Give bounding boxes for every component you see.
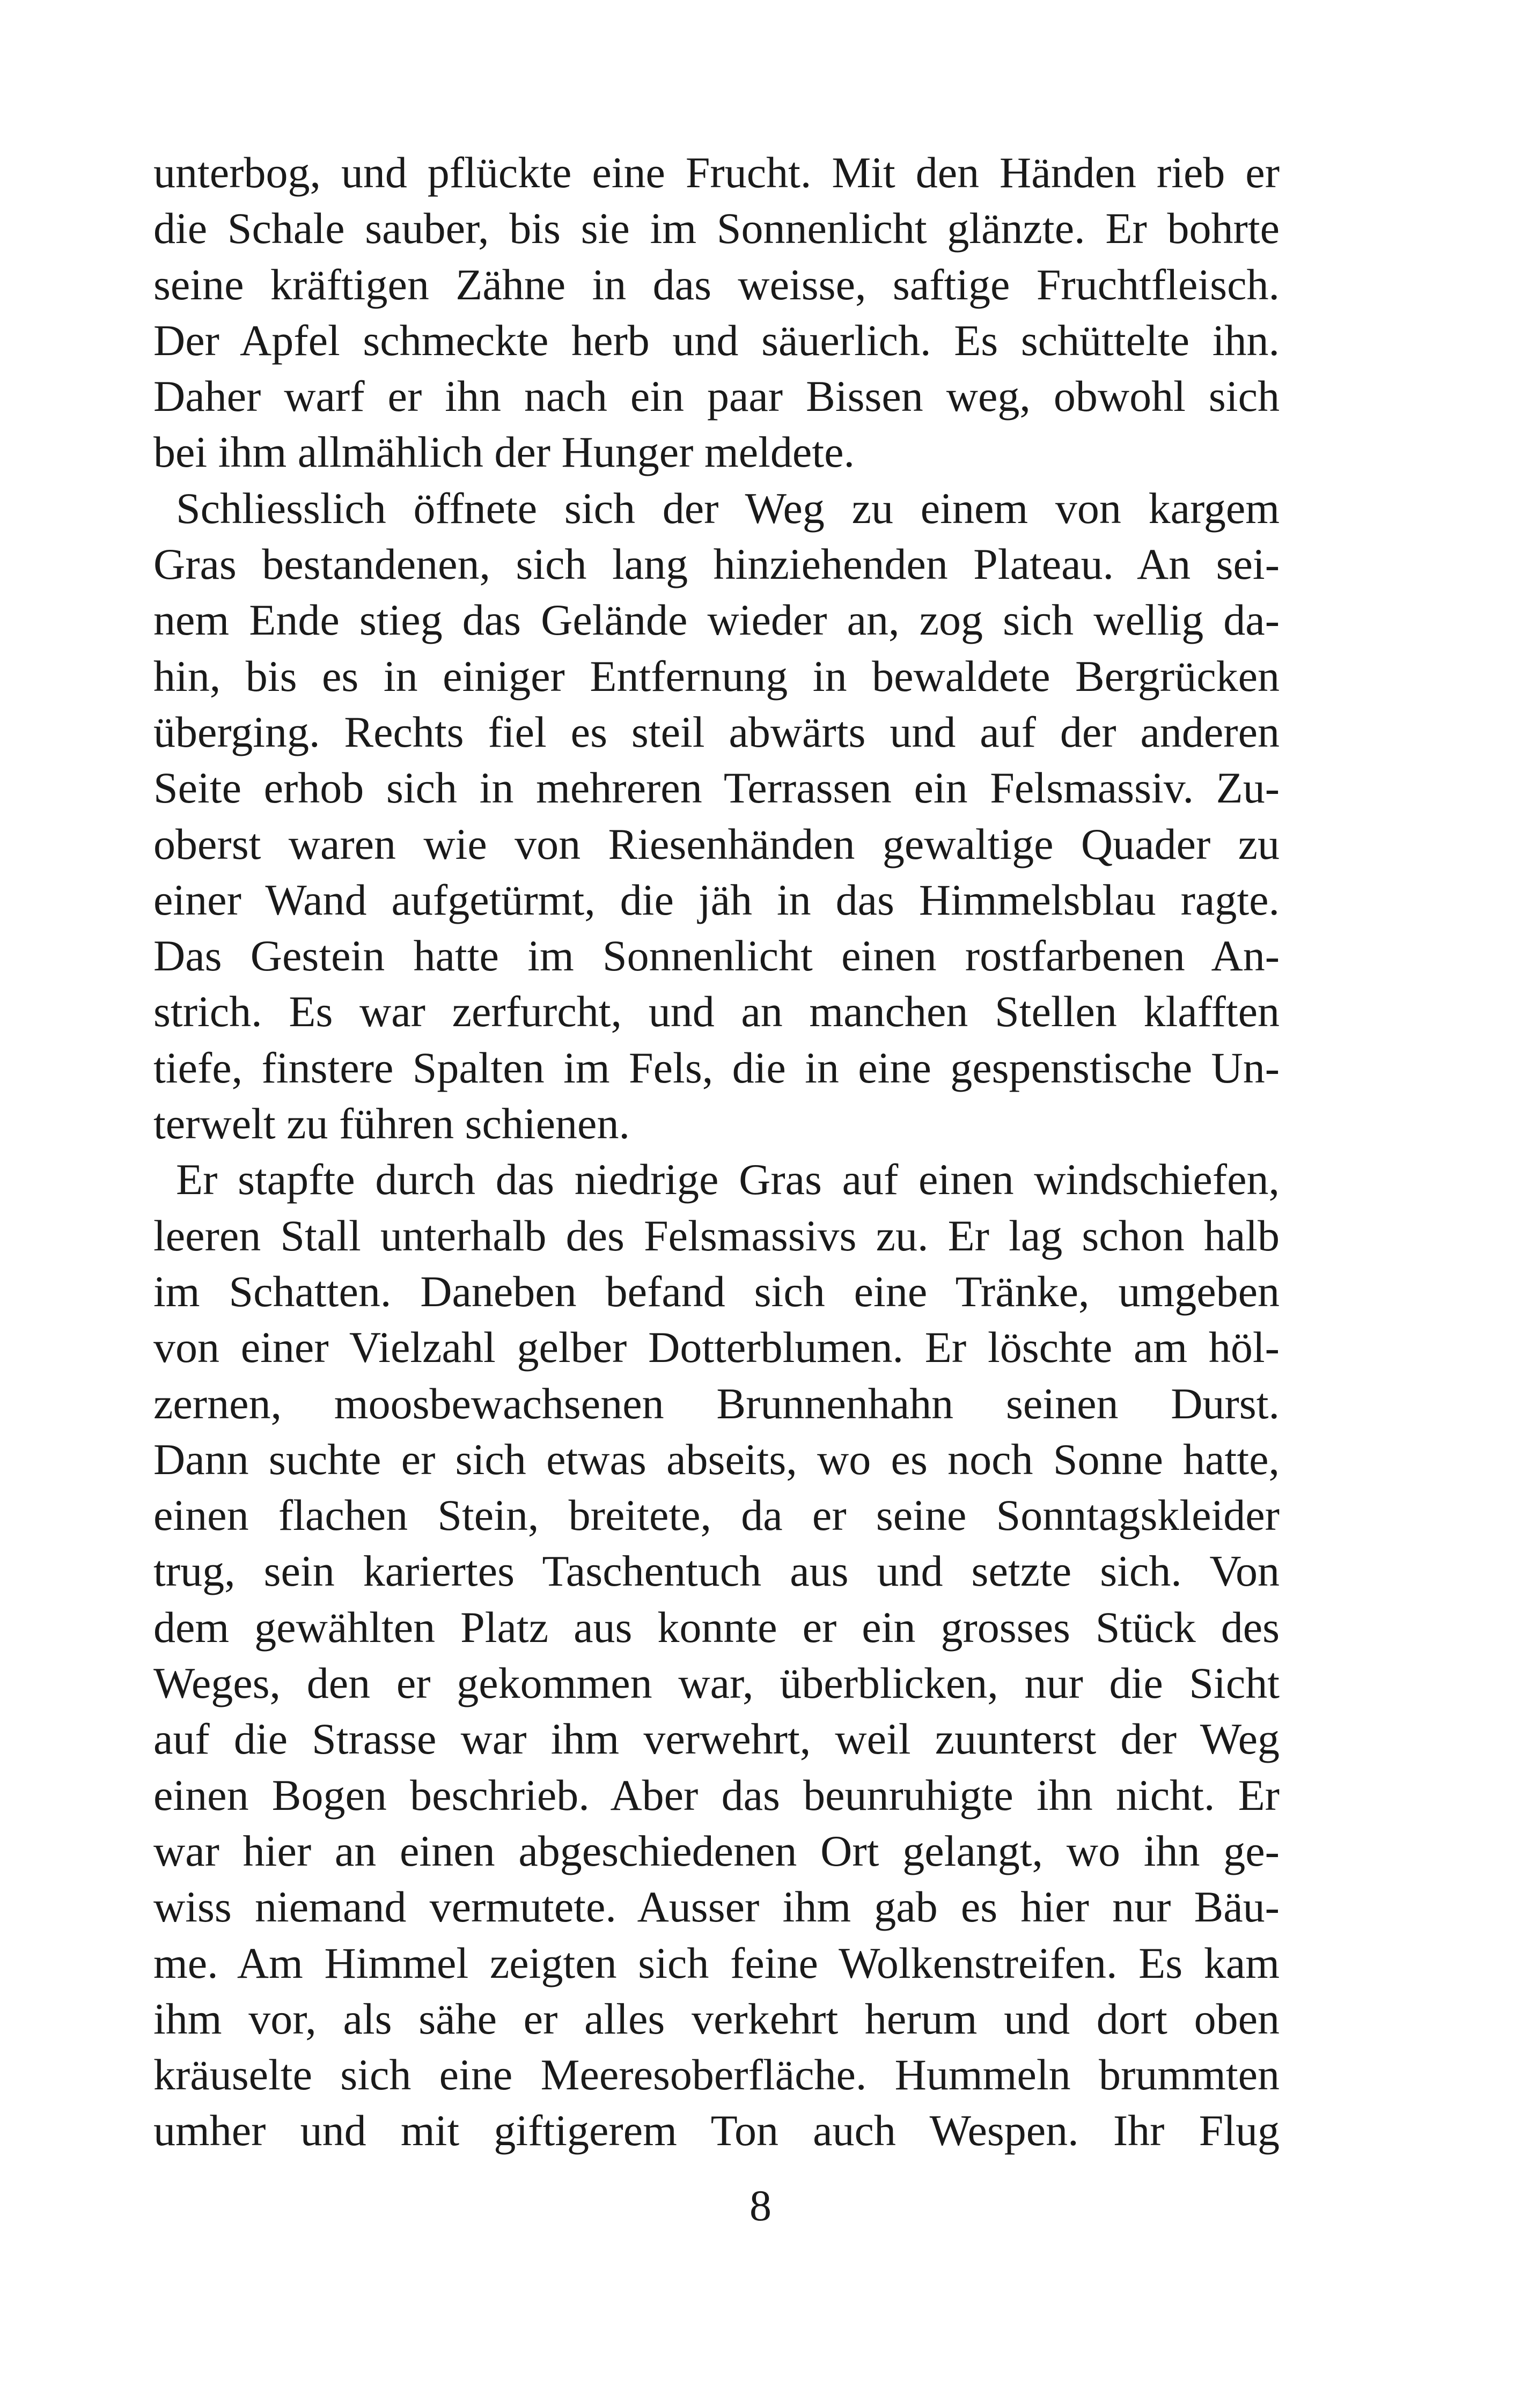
text-line: die Schale sauber, bis sie im Sonnenlicht glänzte. Er bohrte (153, 204, 1280, 253)
text-line: Gras bestandenen, sich lang hinziehenden Plateau. An sei- (153, 540, 1280, 589)
text-line: einer Wand aufgetürmt, die jäh in das Himmelsblau ragte. (153, 875, 1280, 924)
text-line: einen Bogen beschrieb. Aber das beunruhigte ihn nicht. Er (153, 1770, 1280, 1820)
page-number: 8 (750, 2181, 771, 2230)
text-line: me. Am Himmel zeigten sich feine Wolkenstreifen. Es kam (153, 1938, 1280, 1987)
text-line: strich. Es war zerfurcht, und an manchen Stellen klafften (153, 987, 1280, 1036)
text-line: im Schatten. Daneben befand sich eine Tränke, umgeben (153, 1266, 1280, 1316)
text-line: trug, sein kariertes Taschentuch aus und setzte sich. Von (153, 1547, 1280, 1596)
text-line: überging. Rechts fiel es steil abwärts und auf der anderen (153, 707, 1280, 756)
text-line: Schliesslich öffnete sich der Weg zu einem von kargem (176, 483, 1280, 533)
text-line: einen flachen Stein, breitete, da er seine Sonntagskleider (153, 1491, 1280, 1540)
text-line: wiss niemand vermutete. Ausser ihm gab es hier nur Bäu- (153, 1882, 1280, 1932)
text-line: ihm vor, als sähe er alles verkehrt herum und dort oben (153, 1994, 1280, 2043)
text-line: hin, bis es in einiger Entfernung in bewaldete Bergrücken (153, 651, 1280, 701)
text-line: auf die Strasse war ihm verwehrt, weil zuunterst der Weg (153, 1714, 1280, 1764)
body-text (153, 145, 1280, 2159)
text-line: unterbog, und pflückte eine Frucht. Mit den Händen rieb er (153, 148, 1280, 197)
text-line: tiefe, finstere Spalten im Fels, die in eine gespenstische Un- (153, 1043, 1280, 1092)
text-line: Weges, den er gekommen war, überblicken, nur die Sicht (153, 1659, 1280, 1708)
text-line: Das Gestein hatte im Sonnenlicht einen rostfarbenen An- (153, 931, 1280, 981)
text-line: seine kräftigen Zähne in das weisse, saftige Fruchtfleisch. (153, 260, 1280, 309)
text-line: leeren Stall unterhalb des Felsmassivs zu. Er lag schon halb (153, 1211, 1280, 1260)
text-line: oberst waren wie von Riesenhänden gewaltige Quader zu (153, 819, 1280, 868)
text-line: bei ihm allmählich der Hunger meldete. (153, 428, 855, 477)
text-line: Der Apfel schmeckte herb und säuerlich. Es schüttelte ihn. (153, 315, 1280, 365)
text-line: Daher warf er ihn nach ein paar Bissen weg, obwohl sich (153, 372, 1280, 421)
text-line: Seite erhob sich in mehreren Terrassen ein Felsmassiv. Zu- (153, 763, 1280, 813)
text-line: kräuselte sich eine Meeresoberfläche. Hummeln brummten (153, 2050, 1280, 2100)
text-line: dem gewählten Platz aus konnte er ein grosses Stück des (153, 1602, 1280, 1652)
text-line: Er stapfte durch das niedrige Gras auf einen windschiefen, (176, 1155, 1280, 1204)
text-line: zernen, moosbewachsenen Brunnenhahn seinen Durst. (153, 1379, 1280, 1428)
text-line: war hier an einen abgeschiedenen Ort gelangt, wo ihn ge- (153, 1826, 1280, 1875)
text-line: Dann suchte er sich etwas abseits, wo es noch Sonne hatte, (153, 1434, 1280, 1484)
text-line: terwelt zu führen schienen. (153, 1099, 630, 1148)
text-line: umher und mit giftigerem Ton auch Wespen. Ihr Flug (153, 2106, 1280, 2155)
text-line: von einer Vielzahl gelber Dotterblumen. Er löschte am höl- (153, 1323, 1280, 1372)
text-line: nem Ende stieg das Gelände wieder an, zog sich wellig da- (153, 595, 1280, 645)
